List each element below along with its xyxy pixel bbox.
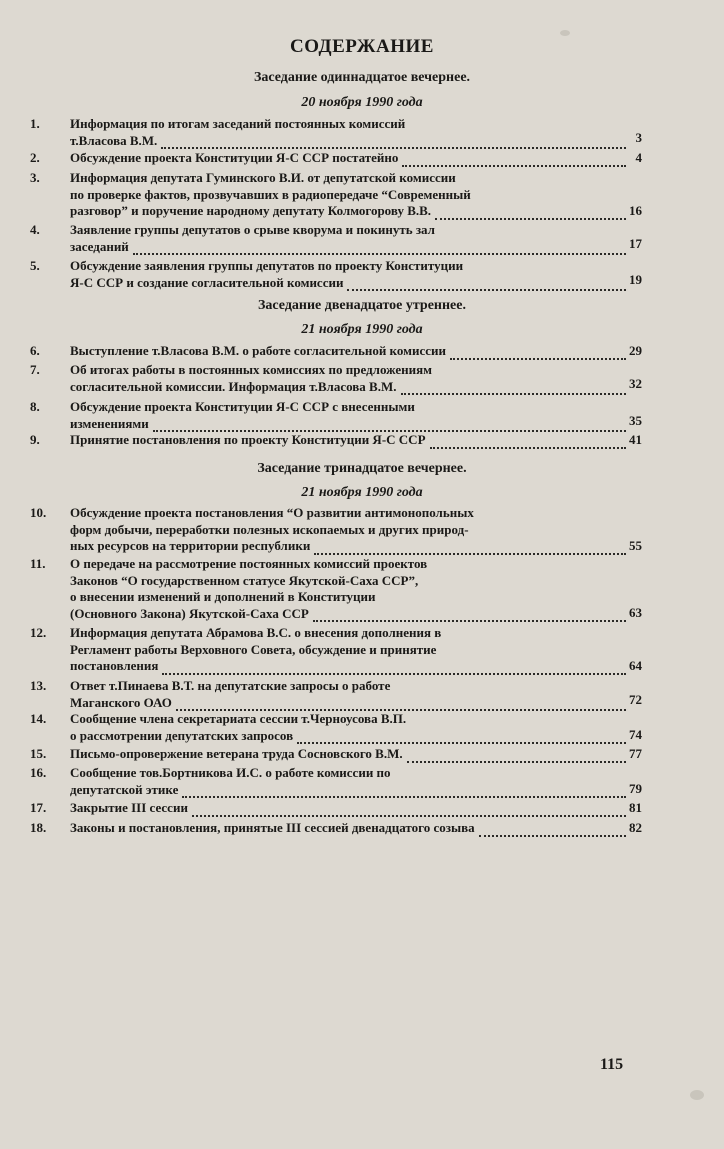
entry-number: 9. <box>30 432 40 447</box>
entry-number: 6. <box>30 343 40 358</box>
toc-entry <box>30 399 642 432</box>
entry-line: разговор” и поручение народному депутату Колмогорову В.В. <box>70 203 432 218</box>
entry-number: 11. <box>30 556 46 571</box>
entry-line: Об итогах работы в постоянных комиссиях по предложениям <box>70 362 433 377</box>
entry-line: Законов “О государственном статусе Якутской-Саха ССР”, <box>70 572 419 588</box>
leader-dots <box>192 803 626 817</box>
entry-line: Сообщение тов.Бортникова И.С. о работе комиссии по <box>70 765 391 780</box>
entry-line: Законы и постановления, принятые III сессией двенадцатого созыва <box>70 820 475 835</box>
entry-page: 55 <box>629 538 642 553</box>
entry-line: Сообщение члена секретариата сессии т.Черноусова В.П. <box>70 711 407 726</box>
entry-line: заседаний <box>70 238 129 254</box>
toc-entry <box>30 800 642 817</box>
entry-page: 16 <box>629 203 642 218</box>
entry-line: по проверке фактов, прозвучавших в радиопередаче “Современный <box>70 186 471 202</box>
entry-line: о внесении изменений и дополнений в Конституции <box>70 589 376 604</box>
entry-line: Обсуждение проекта Конституции Я-С ССР с внесенными <box>70 399 415 414</box>
entry-number: 17. <box>30 800 47 815</box>
toc-entry <box>30 170 642 220</box>
entry-line: Выступление т.Власова В.М. о работе согласительной комиссии <box>70 343 446 358</box>
entry-page: 4 <box>635 150 642 165</box>
toc-entry <box>30 222 642 255</box>
entry-page: 64 <box>629 658 642 673</box>
toc-entry <box>30 258 642 291</box>
entry-page: 32 <box>629 376 642 391</box>
session-heading-3: Заседание тринадцатое вечернее. <box>257 461 467 476</box>
session-heading-2: Заседание двенадцатое утреннее. <box>258 298 466 313</box>
toc-entry <box>30 678 642 711</box>
leader-dots <box>347 277 626 291</box>
entry-page: 74 <box>629 727 642 742</box>
entry-line: Я-С ССР и создание согласительной комиссии <box>70 274 344 290</box>
toc-entry <box>30 116 642 149</box>
leader-dots <box>176 697 626 711</box>
entry-line: Информация депутата Абрамова В.С. о внесения дополнения в <box>70 625 442 640</box>
entry-page: 41 <box>629 432 642 447</box>
entry-number: 13. <box>30 678 47 693</box>
entry-line: согласительной комиссии. Информация т.Власова В.М. <box>70 378 397 394</box>
entry-line: Закрытие III сессии <box>70 800 188 815</box>
paper-blemish <box>690 1090 704 1100</box>
entry-line: Заявление группы депутатов о срыве кворума и покинуть зал <box>70 222 435 237</box>
entry-page: 29 <box>629 343 642 358</box>
entry-number: 12. <box>30 625 47 640</box>
page-number: 115 <box>600 1056 624 1073</box>
entry-page: 81 <box>629 800 642 815</box>
entry-number: 18. <box>30 820 47 835</box>
entry-line: Информация депутата Гуминского В.И. от депутатской комиссии <box>70 170 456 185</box>
entry-line: Письмо-опровержение ветерана труда Сосновского В.М. <box>70 746 403 761</box>
toc-entry <box>30 432 642 449</box>
toc-entry <box>30 150 642 167</box>
toc-entry <box>30 711 642 744</box>
entry-line: т.Власова В.М. <box>70 132 158 148</box>
entry-line: Регламент работы Верховного Совета, обсуждение и принятие <box>70 641 437 657</box>
entry-page: 63 <box>629 605 642 620</box>
leader-dots <box>153 418 626 432</box>
entry-number: 10. <box>30 505 47 520</box>
entry-line: Обсуждение проекта Конституции Я-С ССР постатейно <box>70 150 399 165</box>
entry-number: 4. <box>30 222 40 237</box>
leader-dots <box>313 608 626 622</box>
entry-line: Обсуждение заявления группы депутатов по проекту Конституции <box>70 258 464 273</box>
toc-entry <box>30 556 642 622</box>
toc-entry <box>30 746 642 763</box>
session-date-3: 21 ноября 1990 года <box>301 485 423 500</box>
entry-line: ных ресурсов на территории республики <box>70 538 311 553</box>
entry-number: 8. <box>30 399 40 414</box>
entry-line: Маганского ОАО <box>70 694 172 710</box>
entry-line: (Основного Закона) Якутской-Саха ССР <box>70 605 309 621</box>
entry-page: 77 <box>629 746 642 761</box>
toc-entry <box>30 343 642 360</box>
leader-dots <box>182 784 626 798</box>
entry-number: 14. <box>30 711 47 726</box>
entry-page: 72 <box>629 692 642 707</box>
page-title: СОДЕРЖАНИЕ <box>290 36 434 57</box>
leader-dots <box>161 135 626 149</box>
entry-line: о рассмотрении депутатских запросов <box>70 727 294 743</box>
toc-entry <box>30 820 642 837</box>
leader-dots <box>162 661 626 675</box>
toc-entry <box>30 625 642 675</box>
entry-line: Ответ т.Пинаева В.Т. на депутатские запросы о работе <box>70 678 391 693</box>
entry-line: постановления <box>70 658 159 673</box>
leader-dots <box>133 241 626 255</box>
entry-line: Принятие постановления по проекту Конституции Я-С ССР <box>70 432 426 447</box>
toc-entry <box>30 362 642 395</box>
session-heading-1: Заседание одиннадцатое вечернее. <box>253 70 471 85</box>
toc-entry <box>30 505 642 555</box>
entry-number: 1. <box>30 116 40 131</box>
entry-line: депутатской этике <box>70 781 179 797</box>
entry-page: 35 <box>629 413 642 428</box>
entry-page: 3 <box>635 130 642 145</box>
leader-dots <box>297 730 626 744</box>
leader-dots <box>314 541 626 555</box>
entry-page: 17 <box>629 236 642 251</box>
entry-line: форм добычи, переработки полезных ископаемых и других природ- <box>70 521 469 537</box>
entry-line: изменениями <box>70 415 149 431</box>
entry-line: Обсуждение проекта постановления “О развитии антимонопольных <box>70 505 474 520</box>
entry-page: 79 <box>629 781 642 796</box>
entry-number: 15. <box>30 746 47 761</box>
entry-line: Информация по итогам заседаний постоянных комиссий <box>70 116 406 131</box>
entry-line: О передаче на рассмотрение постоянных комиссий проектов <box>70 556 428 571</box>
session-date-2: 21 ноября 1990 года <box>301 322 423 337</box>
entry-number: 16. <box>30 765 47 780</box>
session-date-1: 20 ноября 1990 года <box>301 95 423 110</box>
entry-page: 19 <box>629 272 642 287</box>
entry-number: 5. <box>30 258 40 273</box>
entry-number: 3. <box>30 170 40 185</box>
entry-number: 2. <box>30 150 40 165</box>
toc-entry <box>30 765 642 798</box>
entry-number: 7. <box>30 362 40 377</box>
entry-page: 82 <box>629 820 642 835</box>
